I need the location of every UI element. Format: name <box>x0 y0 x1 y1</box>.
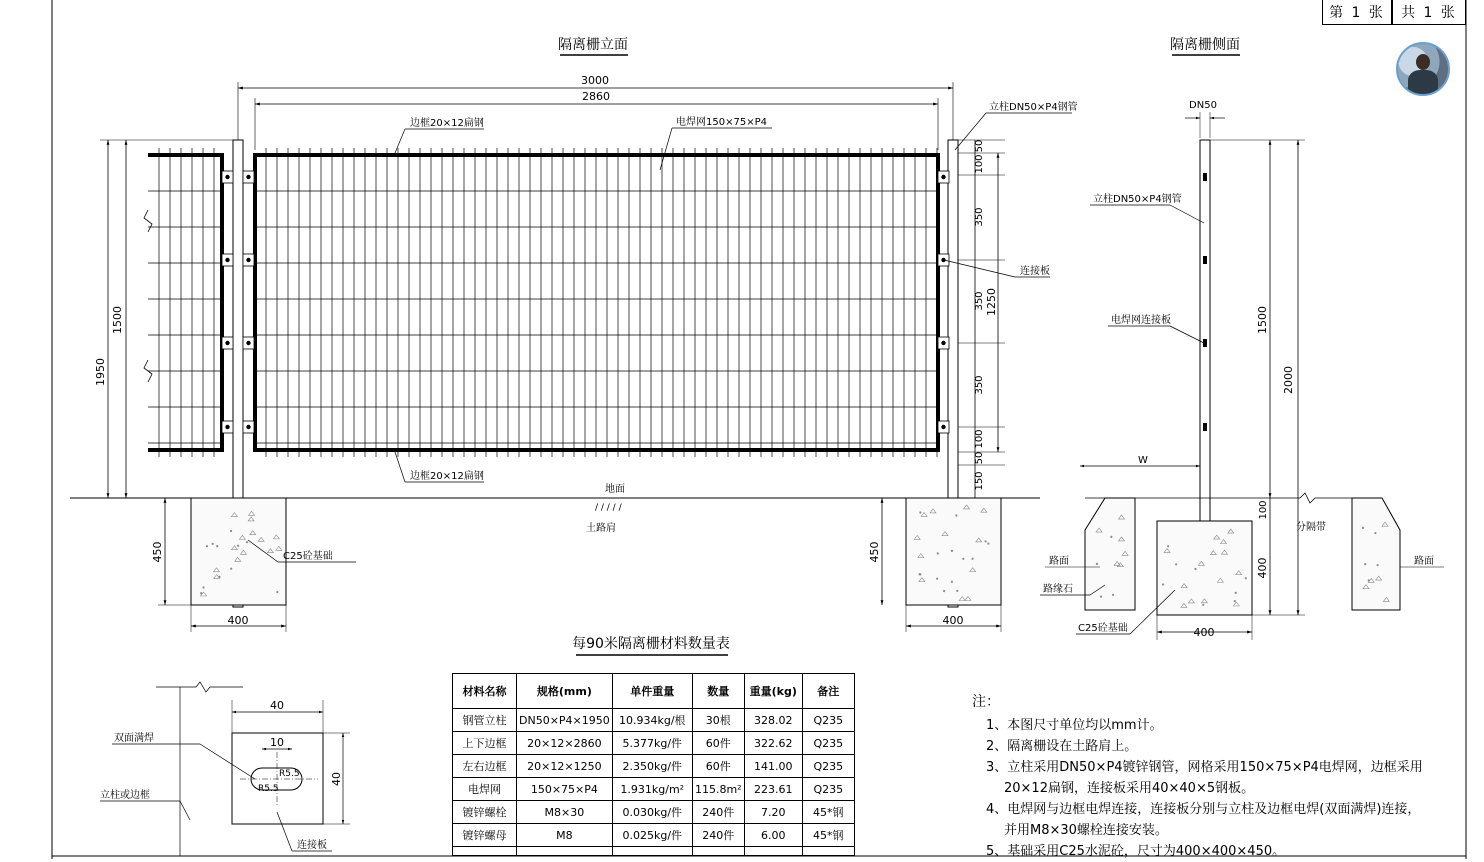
side-dim-400-v: 400 <box>1256 557 1269 579</box>
th-weight: 重量(kg) <box>744 674 802 709</box>
td-unit-weight: 5.377kg/件 <box>612 732 692 755</box>
label-road-left: 路面 <box>1049 556 1069 567</box>
dim-400-left: 400 <box>227 614 249 627</box>
label-mesh-plate: 电焊网连接板 <box>1111 315 1171 326</box>
left-partial-panel <box>144 148 222 457</box>
td-unit-weight: 0.025kg/件 <box>612 824 692 847</box>
note-2: 2、隔离栅设在土路肩上。 <box>986 739 1138 754</box>
svg-text:350: 350 <box>974 291 985 311</box>
material-table <box>452 673 855 856</box>
detail-label-weld: 双面满焊 <box>114 733 154 744</box>
table-row <box>453 801 855 824</box>
sheet-total-text: 共 1 张 <box>1401 5 1457 21</box>
td-quantity: 60件 <box>692 755 744 778</box>
th-quantity: 数量 <box>692 674 744 709</box>
td-spec: 150×75×P4 <box>517 778 613 801</box>
foundation-left <box>191 498 286 605</box>
td-unit-weight: 0.030kg/件 <box>612 801 692 824</box>
td-name: 钢管立柱 <box>453 709 517 732</box>
detail-label-post-frame: 立柱或边框 <box>100 790 150 801</box>
dim-450-right: 450 <box>868 541 881 563</box>
td-remark: Q235 <box>802 732 854 755</box>
td-quantity: 240件 <box>692 801 744 824</box>
detail-dim-10: 10 <box>270 736 284 749</box>
svg-text:150: 150 <box>974 471 985 491</box>
td-spec: 20×12×1250 <box>517 755 613 778</box>
table-row <box>453 778 855 801</box>
td-quantity: 240件 <box>692 824 744 847</box>
table-title: 每90米隔离栅材料数量表 <box>572 636 730 652</box>
td-name: 电焊网 <box>453 778 517 801</box>
material-table-wrap <box>452 673 855 856</box>
td-weight: 6.00 <box>744 824 802 847</box>
curb-right <box>1352 498 1400 610</box>
th-spec: 规格(mm) <box>517 674 613 709</box>
label-mesh: 电焊网150×75×P4 <box>676 117 767 128</box>
table-row-partial <box>453 847 855 856</box>
td-remark: 45*钢 <box>802 824 854 847</box>
th-name: 材料名称 <box>453 674 517 709</box>
label-connector: 连接板 <box>1020 266 1050 277</box>
dim-1250: 1250 <box>985 288 998 316</box>
table-header-row <box>453 674 855 709</box>
side-foundation <box>1157 521 1252 615</box>
dim-1500: 1500 <box>111 306 124 334</box>
td-remark: 45*钢 <box>802 801 854 824</box>
front-view-title: 隔离栅立面 <box>558 37 628 53</box>
dim-1950: 1950 <box>94 358 107 386</box>
svg-text:50: 50 <box>974 451 985 465</box>
detail-label-plate: 连接板 <box>297 840 327 851</box>
note-5: 5、基础采用C25水泥砼，尺寸为400×400×450。 <box>986 844 1286 859</box>
connector-plates <box>222 171 949 433</box>
td-name: 左右边框 <box>453 755 517 778</box>
label-shoulder: 土路肩 <box>586 523 616 534</box>
label-ground: 地面 <box>605 484 625 495</box>
note-3-cont: 20×12扁钢，连接板采用40×40×5钢板。 <box>1004 781 1255 796</box>
td-weight: 141.00 <box>744 755 802 778</box>
label-foundation-front: C25砼基础 <box>283 551 333 562</box>
td-name: 镀锌螺母 <box>453 824 517 847</box>
th-unit-weight: 单件重量 <box>612 674 692 709</box>
detail-r-bottom: R5.5 <box>258 784 279 794</box>
dim-2860: 2860 <box>582 90 610 103</box>
svg-text:50: 50 <box>974 139 985 153</box>
hatch-symbol: / / / / / <box>595 503 622 513</box>
side-dim-1500: 1500 <box>1256 306 1269 334</box>
td-weight: 328.02 <box>744 709 802 732</box>
td-quantity: 30根 <box>692 709 744 732</box>
table-row <box>453 755 855 778</box>
td-name: 上下边框 <box>453 732 517 755</box>
td-weight: 7.20 <box>744 801 802 824</box>
svg-text:350: 350 <box>974 207 985 227</box>
svg-text:350: 350 <box>974 375 985 395</box>
label-road-right: 路面 <box>1414 556 1434 567</box>
table-row <box>453 824 855 847</box>
table-row <box>453 732 855 755</box>
th-remark: 备注 <box>802 674 854 709</box>
notes-section <box>972 692 1423 862</box>
td-unit-weight: 10.934kg/根 <box>612 709 692 732</box>
td-remark: Q235 <box>802 755 854 778</box>
td-remark: Q235 <box>802 709 854 732</box>
td-unit-weight: 1.931kg/m² <box>612 778 692 801</box>
dim-400-right: 400 <box>942 614 964 627</box>
label-post-side: 立柱DN50×P4钢管 <box>1093 194 1182 205</box>
td-unit-weight: 2.350kg/件 <box>612 755 692 778</box>
main-fence-panel <box>255 148 938 457</box>
dim-450-left: 450 <box>151 541 164 563</box>
notes-title: 注： <box>972 694 1000 710</box>
td-remark: Q235 <box>802 778 854 801</box>
note-4: 4、电焊网与边框电焊连接，连接板分别与立柱及边框电焊(双面满焊)连接， <box>986 802 1421 817</box>
detail-dim-40-top: 40 <box>270 699 284 712</box>
table-row <box>453 709 855 732</box>
td-quantity: 60件 <box>692 732 744 755</box>
label-frame-top: 边框20×12扁钢 <box>410 118 484 129</box>
td-spec: M8×30 <box>517 801 613 824</box>
td-name: 镀锌螺栓 <box>453 801 517 824</box>
note-3: 3、立柱采用DN50×P4镀锌钢管，网格采用150×75×P4电焊网，边框采用 <box>986 760 1423 775</box>
detail-dim-40-side: 40 <box>330 772 343 786</box>
td-weight: 322.62 <box>744 732 802 755</box>
td-spec: M8 <box>517 824 613 847</box>
label-foundation-side: C25砼基础 <box>1078 623 1128 634</box>
label-frame-bottom: 边框20×12扁钢 <box>410 471 484 482</box>
td-weight: 223.61 <box>744 778 802 801</box>
side-dim-2000: 2000 <box>1282 366 1295 394</box>
svg-text:100: 100 <box>974 429 985 449</box>
sheet-number-text: 第 1 张 <box>1329 5 1385 21</box>
label-median: 分隔带 <box>1296 522 1326 533</box>
label-dn50: DN50 <box>1189 100 1217 111</box>
side-dim-400-h: 400 <box>1193 626 1215 639</box>
label-w: W <box>1138 455 1148 466</box>
foundation-right <box>906 498 1001 605</box>
detail-r-top: R5.5 <box>279 769 300 779</box>
td-spec: 20×12×2860 <box>517 732 613 755</box>
side-view-title: 隔离栅侧面 <box>1170 37 1240 53</box>
td-spec: DN50×P4×1950 <box>517 709 613 732</box>
label-curb: 路缘石 <box>1043 584 1073 595</box>
note-4-cont: 并用M8×30螺栓连接安装。 <box>1004 823 1168 838</box>
side-dim-100: 100 <box>1258 500 1269 520</box>
note-1: 1、本图尺寸单位均以mm计。 <box>986 718 1163 733</box>
label-post-front: 立柱DN50×P4钢管 <box>989 102 1078 113</box>
svg-text:100: 100 <box>974 154 985 174</box>
dim-3000: 3000 <box>581 74 609 87</box>
td-quantity: 115.8m² <box>692 778 744 801</box>
